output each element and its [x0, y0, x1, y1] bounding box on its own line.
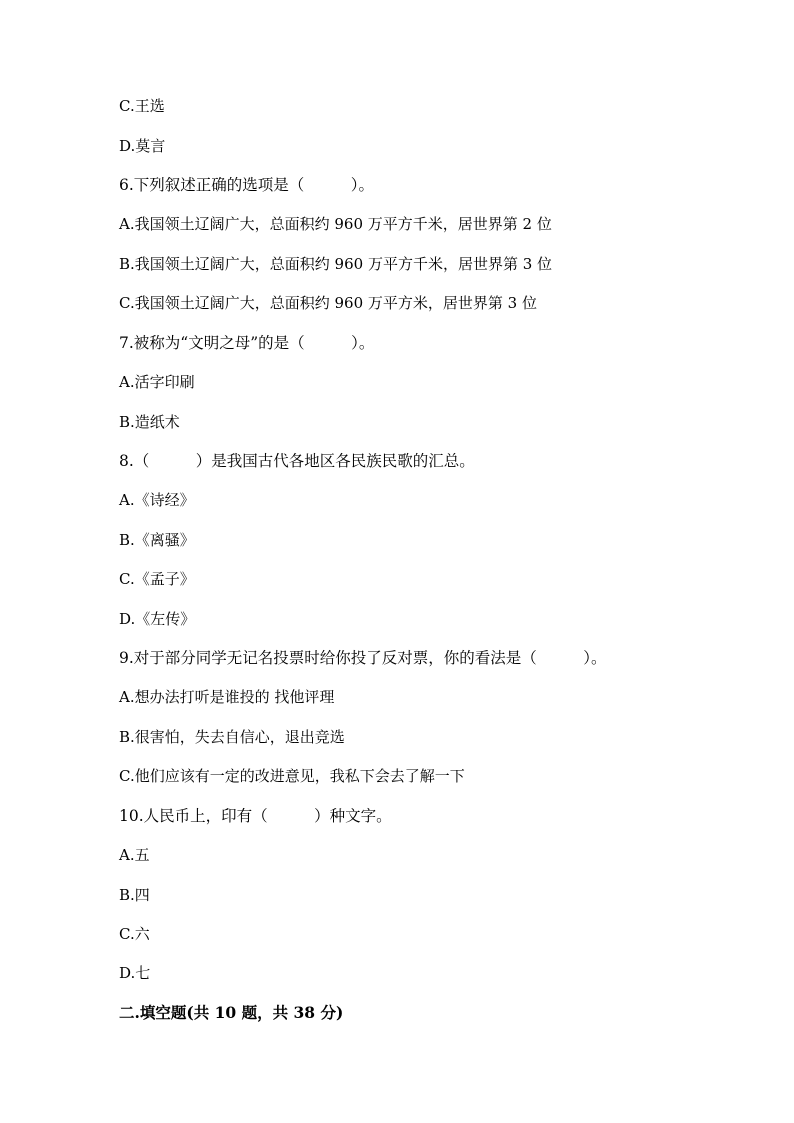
question-6: 6.下列叙述正确的选项是（ ）。: [119, 176, 375, 194]
question-7: 7.被称为“文明之母”的是（ ）。: [119, 334, 375, 352]
option-d-q8: D.《左传》: [119, 610, 196, 628]
option-b-q7: B.造纸术: [119, 413, 180, 431]
option-c-q6: C.我国领土辽阔广大，总面积约 960 万平方米，居世界第 3 位: [119, 294, 537, 312]
section-heading-fill-in: 二.填空题(共 10 题，共 38 分): [119, 1003, 344, 1022]
option-c-q8: C.《孟子》: [119, 570, 195, 588]
option-c-q10: C.六: [119, 925, 150, 943]
option-d-q5: D.莫言: [119, 137, 166, 155]
option-c-q9: C.他们应该有一定的改进意见，我私下会去了解一下: [119, 767, 465, 785]
question-8: 8.（ ）是我国古代各地区各民族民歌的汇总。: [119, 452, 475, 470]
option-c-q5: C.王选: [119, 97, 165, 115]
option-a-q10: A.五: [119, 846, 150, 864]
option-b-q10: B.四: [119, 886, 150, 904]
option-b-q8: B.《离骚》: [119, 531, 195, 549]
option-b-q9: B.很害怕，失去自信心，退出竞选: [119, 728, 345, 746]
option-a-q6: A.我国领土辽阔广大，总面积约 960 万平方千米，居世界第 2 位: [119, 215, 552, 233]
option-b-q6: B.我国领土辽阔广大，总面积约 960 万平方千米，居世界第 3 位: [119, 255, 553, 273]
option-a-q9: A.想办法打听是谁投的 找他评理: [119, 688, 335, 706]
option-a-q7: A.活字印刷: [119, 373, 195, 391]
option-a-q8: A.《诗经》: [119, 491, 195, 509]
question-10: 10.人民币上，印有（ ）种文字。: [119, 807, 392, 825]
question-9: 9.对于部分同学无记名投票时给你投了反对票，你的看法是（ ）。: [119, 649, 607, 667]
option-d-q10: D.七: [119, 964, 151, 982]
